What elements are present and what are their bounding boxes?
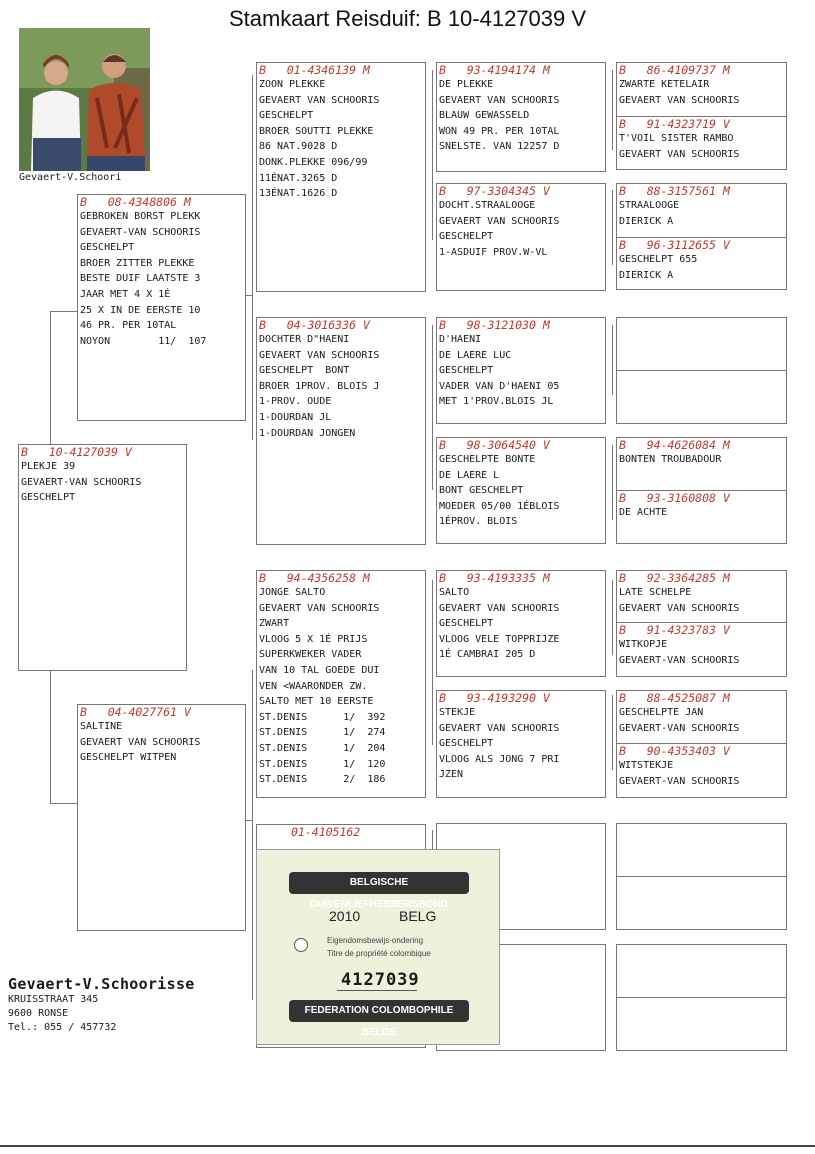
pedigree-line: MET 1'PROV.BLOIS JL (439, 396, 554, 408)
pedigree-line: ST.DENIS 1/ 392 (259, 711, 386, 723)
pedigree-line: BLAUW GEWASSELD (439, 110, 530, 122)
breeder-street: KRUISSTRAAT 345 (8, 994, 99, 1005)
pedigree-line: VEN <WAARONDER ZW. (259, 680, 368, 692)
pedigree-line: 1-DOURDAN JONGEN (259, 427, 356, 439)
pedigree-line: GEVAERT-VAN SCHOORIS (80, 226, 201, 238)
connector (245, 295, 253, 296)
connector (612, 190, 613, 265)
card-year: 2010 (329, 908, 361, 924)
ring-number: B 86-4109737 M (619, 63, 730, 77)
divider (617, 997, 786, 998)
breeder-photo (19, 28, 150, 171)
pedigree-line: D'HAENI (439, 334, 482, 345)
ring-number: B 88-4525087 M (619, 691, 730, 705)
pedigree-line: VLOOG ALS JONG 7 PRI (439, 753, 560, 765)
card-number: 4127039 (341, 970, 420, 990)
pigeon-name: PLEKJE 39 (21, 461, 76, 472)
pedigree-line: GESCHELPT (439, 618, 494, 630)
grandsire-maternal-card (256, 570, 426, 798)
connector (612, 70, 613, 150)
ring-number: B 91-4323719 V (619, 117, 730, 131)
pedigree-line: GESCHELPT (439, 738, 494, 750)
divider (617, 876, 786, 877)
sire-card (77, 194, 246, 421)
connector (432, 580, 433, 745)
pedigree-line: BROER 1PROV. BLOIS J (259, 380, 380, 392)
pedigree-line: SNELSTE. VAN 12257 D (439, 141, 560, 153)
ring-number: B 94-4626084 M (619, 438, 730, 452)
photo-caption: Gevaert-V.Schoori (19, 172, 122, 183)
pedigree-line: GEVAERT-VAN SCHOORIS (619, 654, 740, 666)
divider (337, 990, 417, 991)
pedigree-line: T'VOIL SISTER RAMBO (619, 133, 734, 144)
ring-number: B 94-4356258 M (259, 571, 370, 585)
connector (50, 803, 78, 804)
pedigree-line: GEVAERT VAN SCHOORIS (259, 349, 380, 361)
pedigree-line: BROER ZITTER PLEKKE (80, 257, 195, 269)
connector (50, 311, 78, 312)
pedigree-line: 25 X IN DE EERSTE 10 (80, 304, 201, 316)
connector (252, 75, 253, 440)
ring-number: B 88-3157561 M (619, 184, 730, 198)
ring-number: B 96-3112655 V (619, 238, 730, 252)
pedigree-line: GESCHELPT 655 (619, 254, 698, 265)
pedigree-line: 1-DOURDAN JL (259, 411, 332, 423)
subject-card (18, 444, 187, 671)
pedigree-line: GEBROKEN BORST PLEKK (80, 211, 201, 222)
ring-number: B 01-4346139 M (259, 63, 370, 77)
pedigree-line: DE LAERE LUC (439, 349, 512, 361)
pedigree-line: WITKOPJE (619, 639, 668, 650)
pedigree-line: MOEDER 05/00 1ÉBLOIS (439, 500, 560, 512)
pedigree-line: NOYON 11/ 107 (80, 335, 207, 347)
pedigree-line: JAAR MET 4 X 1É (80, 288, 171, 300)
ancestor-pair-card (616, 437, 787, 544)
pedigree-line: GEVAERT VAN SCHOORIS (259, 602, 380, 614)
pedigree-line: 1-PROV. OUDE (259, 396, 332, 408)
pedigree-line: DIERICK A (619, 215, 674, 227)
federation-banner-bottom: FEDERATION COLOMBOPHILE BELGE (289, 1000, 469, 1022)
card-caption-nl: Eigendomsbewijs·ondering (327, 936, 424, 945)
pedigree-line: VADER VAN D'HAENI 05 (439, 380, 560, 392)
page-edge (0, 1145, 815, 1147)
pedigree-line: DOCHTER D"HAENI (259, 334, 350, 345)
connector (612, 695, 613, 770)
pedigree-line: ZWARTE KETELAIR (619, 79, 710, 90)
federation-banner-top: BELGISCHE DUIVENLIEFHEBBERSBOND (289, 872, 469, 894)
divider (617, 370, 786, 371)
pedigree-line: 1-ASDUIF PROV.W-VL (439, 246, 548, 258)
pedigree-line: GEVAERT-VAN SCHOORIS (619, 722, 740, 734)
pedigree-line: GEVAERT VAN SCHOORIS (439, 215, 560, 227)
pedigree-line: GESCHELPTE BONTE (439, 454, 536, 465)
pedigree-line: ST.DENIS 2/ 186 (259, 774, 386, 786)
breeder-name: Gevaert-V.Schoorisse (8, 975, 195, 993)
pedigree-line: DOCHT.STRAALOOGE (439, 200, 536, 211)
ancestor-card (436, 570, 606, 677)
ancestor-pair-card (616, 690, 787, 798)
pedigree-line: WON 49 PR. PER 10TAL (439, 125, 560, 137)
pedigree-line: STEKJE (439, 707, 476, 718)
ring-number: B 90-4353403 V (619, 744, 730, 758)
pedigree-line: DONK.PLEKKE 096/99 (259, 156, 368, 168)
empty-ancestor-pair-card (616, 317, 787, 424)
pedigree-line: VAN 10 TAL GOEDE DUI (259, 664, 380, 676)
pedigree-line: BROER SOUTTI PLEKKE (259, 125, 374, 137)
ring-number: B 93-4194174 M (439, 63, 550, 77)
grandsire-paternal-card (256, 62, 426, 292)
pedigree-line: SALTINE (80, 721, 123, 732)
ancestor-card (436, 62, 606, 172)
ring-number: B 08-4348806 M (80, 195, 191, 209)
ring-number: B 04-3016336 V (259, 318, 370, 332)
pedigree-line: BESTE DUIF LAATSTE 3 (80, 273, 201, 285)
ring-number: B 98-3064540 V (439, 438, 550, 452)
pedigree-line: GEVAERT VAN SCHOORIS (259, 94, 380, 106)
breeder-line: GEVAERT-VAN SCHOORIS (21, 476, 142, 488)
ring-number: B 93-4193290 V (439, 691, 550, 705)
ring-number: B 93-4193335 M (439, 571, 550, 585)
ring-number: B 10-4127039 V (21, 445, 132, 459)
ring-number: B 91-4323783 V (619, 623, 730, 637)
pedigree-line: 1É CAMBRAI 205 D (439, 649, 536, 661)
page-title: Stamkaart Reisduif: B 10-4127039 V (228, 6, 587, 31)
pedigree-line: ZOON PLEKKE (259, 79, 326, 90)
card-caption-fr: Titre de propriété colombique (327, 949, 431, 958)
pedigree-line: GESCHELPT WITPEN (80, 752, 177, 764)
pedigree-line: DE ACHTE (619, 507, 668, 518)
pedigree-line: JZEN (439, 769, 464, 781)
dam-card (77, 704, 246, 931)
empty-ancestor-pair-card (616, 944, 787, 1051)
ring-number: B 98-3121030 M (439, 318, 550, 332)
pedigree-line: GESCHELPT (439, 231, 494, 243)
pedigree-line: DIERICK A (619, 269, 674, 281)
pedigree-line: DE PLEKKE (439, 79, 494, 90)
granddam-paternal-card (256, 317, 426, 545)
ring-number: 01-4105162 (291, 825, 361, 839)
pedigree-line: JONGE SALTO (259, 587, 326, 598)
pedigree-line: ZWART (259, 618, 290, 630)
pedigree-line: GEVAERT VAN SCHOORIS (80, 736, 201, 748)
ancestor-pair-card (616, 62, 787, 170)
pedigree-line: VLOOG 5 X 1É PRIJS (259, 633, 368, 645)
pedigree-line: SALTO MET 10 EERSTE (259, 696, 374, 708)
pedigree-line: SALTO (439, 587, 470, 598)
pedigree-line: 46 PR. PER 10TAL (80, 320, 177, 332)
ring-number: B 04-4027761 V (80, 705, 191, 719)
pedigree-line: GEVAERT VAN SCHOORIS (439, 722, 560, 734)
pedigree-line: STRAALOOGE (619, 200, 680, 211)
breeder-phone: Tel.: 055 / 457732 (8, 1022, 117, 1033)
pedigree-line: ST.DENIS 1/ 204 (259, 742, 386, 754)
ring-number: B 92-3364285 M (619, 571, 730, 585)
connector (50, 311, 51, 444)
breeder-address (8, 975, 195, 1035)
connector (432, 325, 433, 490)
pedigree-line: ST.DENIS 1/ 274 (259, 727, 386, 739)
ancestor-card (436, 183, 606, 291)
connector (612, 325, 613, 395)
pedigree-line: GEVAERT VAN SCHOORIS (439, 602, 560, 614)
pedigree-line: GESCHELPT (439, 365, 494, 377)
pedigree-line: GEVAERT VAN SCHOORIS (619, 94, 740, 106)
ring-number: B 97-3304345 V (439, 184, 550, 198)
pedigree-line: BONT GESCHELPT (439, 485, 524, 497)
pedigree-line: SUPERKWEKER VADER (259, 649, 362, 661)
connector (50, 670, 51, 803)
pedigree-line: 1ÉPROV. BLOIS (439, 516, 518, 528)
pedigree-line: GEVAERT VAN SCHOORIS (619, 148, 740, 160)
ancestor-card (436, 317, 606, 424)
card-country: BELG (399, 908, 437, 924)
pedigree-line: 11ÉNAT.3265 D (259, 172, 338, 184)
pedigree-line: 13ÉNAT.1626 D (259, 188, 338, 200)
ancestor-card (436, 437, 606, 544)
connector (252, 670, 253, 1000)
pedigree-line: DE LAERE L (439, 469, 500, 481)
ring-number: B 93-3160808 V (619, 491, 730, 505)
pedigree-line: LATE SCHELPE (619, 587, 692, 598)
connector (432, 70, 433, 240)
breeder-city: 9600 RONSE (8, 1008, 69, 1019)
pedigree-line: VLOOG VELE TOPPRIJZE (439, 633, 560, 645)
ancestor-pair-card (616, 570, 787, 677)
punch-hole-icon (294, 938, 308, 952)
pedigree-line: GESCHELPTE JAN (619, 707, 704, 718)
ancestor-pair-card (616, 183, 787, 290)
pedigree-line: GEVAERT-VAN SCHOORIS (619, 775, 740, 787)
pedigree-line: GESCHELPT (259, 110, 314, 122)
pedigree-line: WITSTEKJE (619, 760, 674, 771)
connector (612, 580, 613, 655)
pedigree-line: ST.DENIS 1/ 120 (259, 758, 386, 770)
pedigree-line: BONTEN TROUBADOUR (619, 454, 722, 465)
empty-ancestor-pair-card (616, 823, 787, 930)
color-line: GESCHELPT (21, 492, 76, 504)
pedigree-line: GESCHELPT (80, 242, 135, 254)
ownership-certificate (256, 849, 500, 1045)
connector (245, 820, 253, 821)
connector (612, 445, 613, 520)
ancestor-card (436, 690, 606, 798)
pedigree-line: GESCHELPT BONT (259, 365, 350, 377)
pedigree-line: 86 NAT.9028 D (259, 141, 338, 153)
pedigree-line: GEVAERT VAN SCHOORIS (619, 602, 740, 614)
pedigree-line: GEVAERT VAN SCHOORIS (439, 94, 560, 106)
